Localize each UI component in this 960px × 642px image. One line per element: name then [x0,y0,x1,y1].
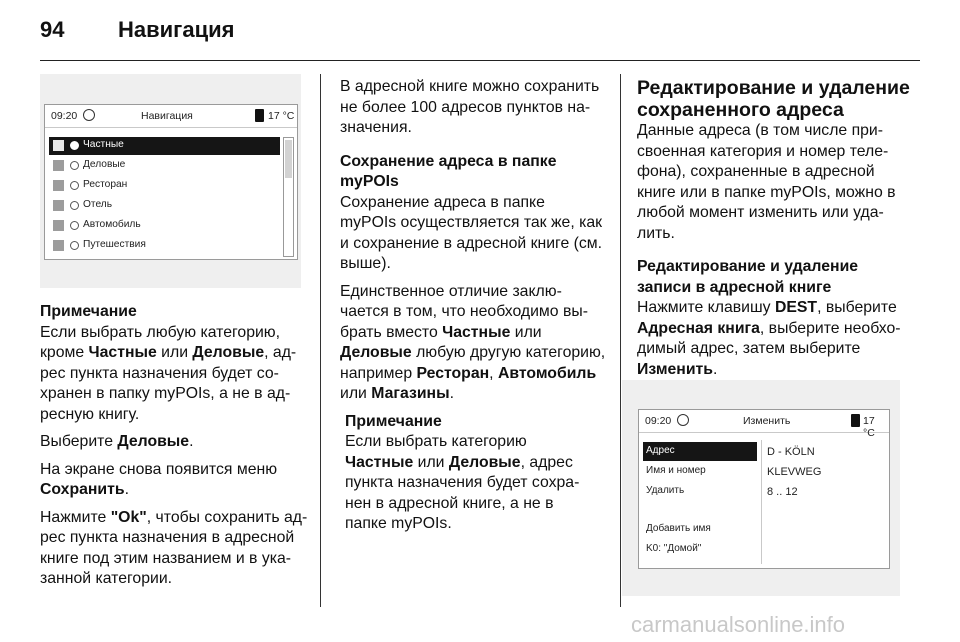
temperature: 17 °C [863,415,875,439]
edit-screen [638,409,890,569]
menu-item-delete[interactable]: Удалить [646,485,685,496]
screen-topbar [639,410,889,439]
note-line: ресную книгу. [40,405,140,423]
category-label: Автомобиль [83,219,141,230]
category-item-private[interactable] [49,137,280,155]
note-line: кроме Частные или Деловые, ад- [40,344,297,361]
column-divider [320,74,321,607]
radio-icon [70,181,79,190]
note-line: пункта назначения будет сохра- [345,474,580,491]
temperature: 17 °C [268,110,295,122]
radio-icon [70,221,79,230]
paragraph: Данные адреса (в том числе при- своенная категория и номер теле- фона), сохраненные в адресной книге или в папке myPOIs, можно в любой момент изменить или уда- лить. [637,122,896,242]
page-number: 94 [40,17,65,42]
note-title: Примечание [40,303,137,320]
paragraph: Нажмите клавишу DEST, выберите Адресная книга, выберите необхо- димый адрес, затем выберите Изменить. [637,299,901,378]
note-line: хранен в папку myPOIs, а не в ад- [40,385,291,402]
radio-icon [70,201,79,210]
section-heading: Редактирование и удаление сохраненного адреса [637,77,910,121]
page-title: Навигация [118,17,235,42]
radio-icon [70,241,79,250]
screen-title: Изменить [743,415,791,427]
column-divider [620,74,621,607]
navigation-screen-figure [40,74,301,288]
scrollbar[interactable] [283,137,294,257]
note-line: нен в адресной книге, а не в [345,494,554,512]
column-1-text [40,302,310,597]
clock-text: 09:20 [51,110,78,122]
header-rule [40,60,920,61]
screen-topbar [45,105,297,128]
note-block [345,412,612,535]
paragraph: Нажмите "Ok", чтобы сохранить ад- рес пункта назначения в адресной книге под этим названием и в ука- занной категории. [40,508,308,587]
screen-title: Навигация [141,110,193,122]
category-icon [53,220,64,231]
paragraph: В адресной книге можно сохранить не более 100 адресов пунктов на- значения. [340,78,600,136]
paragraph: На экране снова появится меню Сохранить. [40,460,278,498]
subsection-heading: Редактирование и удаление записи в адресной книге [637,258,859,296]
category-icon [53,140,64,151]
category-icon [53,240,64,251]
note-line: рес пункта назначения будет со- [40,364,279,382]
category-item-car[interactable] [49,217,280,235]
navigation-screen [44,104,298,260]
edit-screen-figure [622,380,900,596]
category-item-business[interactable] [49,157,280,175]
category-icon [53,160,64,171]
clock-text: 09:20 [645,415,672,427]
radio-icon [70,141,79,150]
category-icon [53,200,64,211]
clock-icon [83,109,95,121]
phone-icon [851,414,860,427]
address-street: KLEVWEG [767,466,822,478]
paragraph: Сохранение адреса в папке myPOIs осуществляется так же, как и сохранение в адресной книге (см. выше). [340,193,603,272]
category-label: Частные [83,139,124,150]
clock-icon [677,414,689,426]
category-item-travel[interactable] [49,237,280,255]
note-line: папке myPOIs. [345,515,452,532]
radio-icon [70,161,79,170]
scrollbar-thumb[interactable] [285,140,292,178]
menu-item-add-name[interactable]: Добавить имя [646,523,711,534]
address-city: D - KÖLN [767,446,815,458]
column-2-text [340,77,612,535]
menu-item-address[interactable]: Адрес [643,442,757,461]
phone-icon [255,109,264,122]
category-icon [53,180,64,191]
category-item-hotel[interactable] [49,197,280,215]
note-line: Если выбрать категорию [345,433,527,450]
note-title: Примечание [345,412,442,430]
panel-divider [761,440,762,564]
category-label: Деловые [83,159,126,170]
note-line: Частные или Деловые, адрес [345,453,573,471]
section-heading: Сохранение адреса в папке myPOIs [340,152,557,190]
watermark: carmanualsonline.info [631,612,846,637]
paragraph: Выберите Деловые. [40,433,194,450]
paragraph: Единственное отличие заклю- чается в том, что необходимо вы- брать вместо Частные или Деловые любую другую категорию, например Ресторан, Автомобиль или Магазины. [340,282,606,402]
column-3-text [637,77,927,415]
category-label: Путешествия [83,239,146,250]
menu-item-k0-home[interactable]: K0: "Домой" [646,543,702,554]
address-number: 8 .. 12 [767,486,798,498]
note-line: Если выбрать любую категорию, [40,323,281,341]
category-item-restaurant[interactable] [49,177,280,195]
menu-item-name-number[interactable]: Имя и номер [646,465,706,476]
category-label: Отель [83,199,113,210]
category-label: Ресторан [83,179,128,190]
